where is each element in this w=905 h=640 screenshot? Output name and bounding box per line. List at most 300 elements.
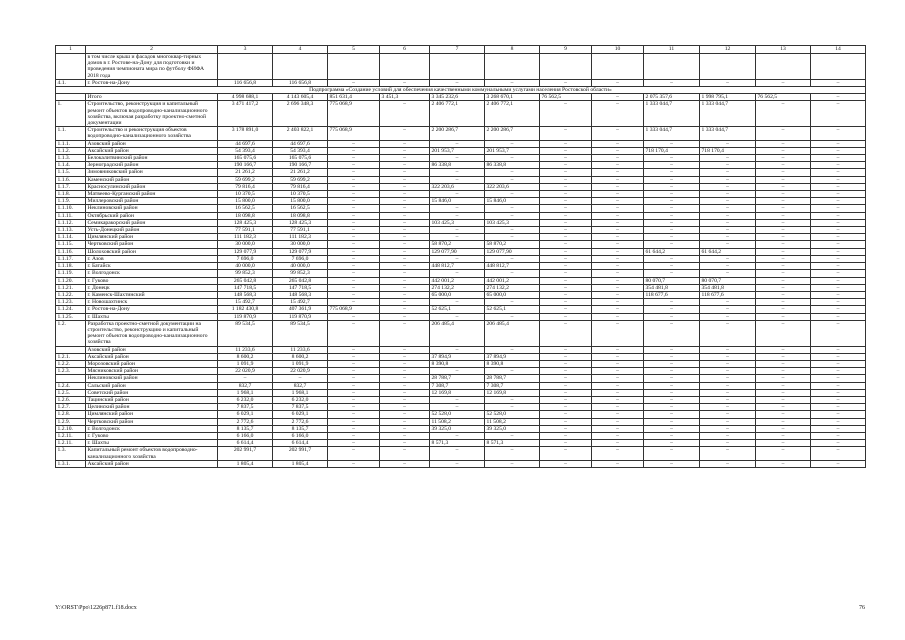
table-cell: – bbox=[644, 155, 700, 162]
table-cell: – bbox=[328, 155, 380, 162]
table-cell: – bbox=[592, 234, 644, 241]
table-cell: 30 000,0 bbox=[218, 241, 273, 248]
table-cell: – bbox=[430, 299, 485, 306]
table-cell: – bbox=[328, 360, 380, 367]
table-cell: – bbox=[700, 270, 756, 277]
page-number: 76 bbox=[859, 605, 865, 611]
table-cell: – bbox=[756, 162, 811, 169]
table-cell: – bbox=[644, 382, 700, 389]
table-cell: – bbox=[328, 176, 380, 183]
table-cell: 15 846,0 bbox=[485, 198, 540, 205]
table-cell: 8 135,7 bbox=[218, 425, 273, 432]
table-cell: – bbox=[328, 418, 380, 425]
table-cell: 129 077,90 bbox=[485, 248, 540, 255]
table-cell: – bbox=[592, 162, 644, 169]
table-cell: 1.1.6. bbox=[56, 176, 86, 183]
table-cell: 52 625,1 bbox=[430, 306, 485, 313]
table-cell: 832,7 bbox=[218, 382, 273, 389]
table-cell: 1.1.9. bbox=[56, 198, 86, 205]
column-number: 2 bbox=[86, 46, 218, 54]
table-cell: 80 070,7 bbox=[644, 277, 700, 284]
table-cell: – bbox=[592, 155, 644, 162]
table-cell: – bbox=[811, 306, 866, 313]
table-row bbox=[56, 299, 866, 306]
table-cell: 1 333 044,7 bbox=[644, 127, 700, 140]
table-cell: – bbox=[218, 375, 273, 382]
table-cell: – bbox=[592, 79, 644, 86]
table-cell: 65 000,0 bbox=[485, 291, 540, 298]
table-cell: – bbox=[700, 306, 756, 313]
table-cell: 2 403 822,1 bbox=[273, 127, 328, 140]
table-cell: – bbox=[811, 198, 866, 205]
table-cell: – bbox=[756, 460, 811, 467]
table-cell: 147 718,5 bbox=[218, 284, 273, 291]
table-cell: – bbox=[811, 155, 866, 162]
table-cell: – bbox=[756, 101, 811, 127]
table-cell: – bbox=[328, 147, 380, 154]
table-row bbox=[56, 147, 866, 154]
table-cell: – bbox=[380, 255, 430, 262]
table-cell: – bbox=[700, 460, 756, 467]
table-cell: – bbox=[430, 79, 485, 86]
table-cell: – bbox=[756, 360, 811, 367]
table-cell: – bbox=[756, 299, 811, 306]
table-cell bbox=[380, 54, 430, 80]
table-cell: – bbox=[644, 299, 700, 306]
table-row bbox=[56, 255, 866, 262]
table-cell: 442 001,2 bbox=[485, 277, 540, 284]
table-cell: – bbox=[328, 234, 380, 241]
table-cell: – bbox=[756, 447, 811, 460]
table-cell: – bbox=[430, 176, 485, 183]
table-cell: – bbox=[380, 346, 430, 353]
table-cell: – bbox=[592, 255, 644, 262]
table-cell: 7 837,5 bbox=[273, 404, 328, 411]
table-cell: – bbox=[811, 248, 866, 255]
table-row bbox=[56, 79, 866, 86]
table-cell: г. Шахты bbox=[86, 313, 218, 320]
table-cell: Аксайский район bbox=[86, 353, 218, 360]
table-cell: 201 953,7 bbox=[485, 147, 540, 154]
table-cell: 16 562,5 bbox=[218, 205, 273, 212]
table-row bbox=[56, 234, 866, 241]
table-cell: – bbox=[756, 205, 811, 212]
table-cell: 15 492,7 bbox=[218, 299, 273, 306]
table-cell: Чертковский район bbox=[86, 418, 218, 425]
table-cell: – bbox=[328, 241, 380, 248]
table-cell: – bbox=[811, 389, 866, 396]
table-cell: г. Волгодонск bbox=[86, 270, 218, 277]
table-cell: 61 644,2 bbox=[644, 248, 700, 255]
table-cell: – bbox=[430, 255, 485, 262]
table-cell: г. Донецк bbox=[86, 284, 218, 291]
table-cell: 8 571,3 bbox=[430, 440, 485, 447]
table-cell: 2 696 348,3 bbox=[273, 101, 328, 127]
table-cell: 274 132,2 bbox=[430, 284, 485, 291]
table-cell: 202 991,7 bbox=[218, 447, 273, 460]
table-row bbox=[56, 270, 866, 277]
table-cell: – bbox=[540, 411, 592, 418]
table-cell: 54 393,4 bbox=[218, 147, 273, 154]
table-cell: – bbox=[756, 155, 811, 162]
table-cell: – bbox=[380, 299, 430, 306]
table-cell: – bbox=[540, 212, 592, 219]
table-cell: – bbox=[328, 375, 380, 382]
table-cell: 6 166,0 bbox=[273, 432, 328, 439]
table-cell: 1.1.5. bbox=[56, 169, 86, 176]
table-cell: – bbox=[380, 263, 430, 270]
table-cell: – bbox=[485, 169, 540, 176]
table-cell: – bbox=[592, 284, 644, 291]
table-cell: – bbox=[756, 127, 811, 140]
table-cell: – bbox=[592, 389, 644, 396]
table-cell: Цимлянский район bbox=[86, 411, 218, 418]
table-cell: – bbox=[756, 291, 811, 298]
table-cell: – bbox=[485, 140, 540, 147]
table-cell: – bbox=[811, 127, 866, 140]
table-cell: – bbox=[700, 212, 756, 219]
table-cell: – bbox=[380, 155, 430, 162]
table-cell: Тацинский район bbox=[86, 396, 218, 403]
table-cell: – bbox=[811, 418, 866, 425]
table-cell: – bbox=[700, 169, 756, 176]
table-row bbox=[56, 346, 866, 353]
table-cell: – bbox=[430, 460, 485, 467]
table-cell: – bbox=[811, 162, 866, 169]
table-cell: Неклиновский район bbox=[86, 375, 218, 382]
table-cell: – bbox=[540, 284, 592, 291]
table-cell: – bbox=[328, 320, 380, 346]
table-cell: 15 492,7 bbox=[273, 299, 328, 306]
table-cell: – bbox=[430, 140, 485, 147]
table-cell: – bbox=[644, 183, 700, 190]
table-cell: – bbox=[485, 404, 540, 411]
table-cell: – bbox=[380, 368, 430, 375]
table-cell: – bbox=[540, 346, 592, 353]
table-cell: – bbox=[380, 248, 430, 255]
table-row bbox=[56, 306, 866, 313]
table-cell: – bbox=[644, 205, 700, 212]
table-cell: – bbox=[380, 432, 430, 439]
table-cell: – bbox=[540, 418, 592, 425]
table-cell: – bbox=[592, 176, 644, 183]
table-cell: 1.1.3. bbox=[56, 155, 86, 162]
table-cell: – bbox=[811, 411, 866, 418]
table-cell: – bbox=[380, 198, 430, 205]
table-cell: – bbox=[756, 425, 811, 432]
table-cell: – bbox=[380, 447, 430, 460]
table-cell: – bbox=[592, 418, 644, 425]
table-cell: 11 233,6 bbox=[273, 346, 328, 353]
table-cell: – bbox=[485, 460, 540, 467]
table-cell: – bbox=[756, 270, 811, 277]
table-cell: – bbox=[485, 191, 540, 198]
table-cell: 79 816,4 bbox=[273, 183, 328, 190]
table-cell: 354 481,8 bbox=[700, 284, 756, 291]
table-cell: – bbox=[700, 404, 756, 411]
table-cell: – bbox=[756, 368, 811, 375]
table-cell: г. Шахты bbox=[86, 440, 218, 447]
table-cell: – bbox=[592, 291, 644, 298]
table-cell: – bbox=[328, 270, 380, 277]
table-cell: – bbox=[430, 169, 485, 176]
table-cell: 99 852,3 bbox=[218, 270, 273, 277]
table-cell: – bbox=[700, 425, 756, 432]
table-cell: – bbox=[328, 447, 380, 460]
table-cell: – bbox=[644, 368, 700, 375]
table-cell: – bbox=[756, 277, 811, 284]
table-cell: 129 077,90 bbox=[430, 248, 485, 255]
table-cell: – bbox=[485, 432, 540, 439]
table-cell: г. Новошахтинск bbox=[86, 299, 218, 306]
table-cell: – bbox=[700, 234, 756, 241]
table-cell: 28 788,7 bbox=[485, 375, 540, 382]
table-cell: – bbox=[328, 353, 380, 360]
table-cell: 202 991,7 bbox=[273, 447, 328, 460]
table-cell: 3 451,3 bbox=[380, 94, 430, 101]
table-cell: Зерноградский район bbox=[86, 162, 218, 169]
table-cell: Мясниковский район bbox=[86, 368, 218, 375]
table-cell: – bbox=[811, 396, 866, 403]
table-cell: – bbox=[756, 346, 811, 353]
table-cell: 147 718,5 bbox=[273, 284, 328, 291]
table-cell bbox=[485, 54, 540, 80]
table-cell: – bbox=[644, 241, 700, 248]
table-cell: – bbox=[540, 368, 592, 375]
table-cell: – bbox=[540, 382, 592, 389]
column-number: 5 bbox=[328, 46, 380, 54]
column-number: 14 bbox=[811, 46, 866, 54]
table-cell: – bbox=[380, 140, 430, 147]
table-cell: – bbox=[380, 205, 430, 212]
table-cell: – bbox=[540, 155, 592, 162]
table-cell bbox=[644, 54, 700, 80]
table-cell: Советский район bbox=[86, 389, 218, 396]
table-cell: 1.1.24. bbox=[56, 306, 86, 313]
table-cell: – bbox=[644, 306, 700, 313]
table-cell: – bbox=[811, 263, 866, 270]
table-cell: 116 656,8 bbox=[218, 79, 273, 86]
table-cell: – bbox=[644, 270, 700, 277]
table-cell: 1.1.8. bbox=[56, 191, 86, 198]
table-cell: – bbox=[592, 306, 644, 313]
table-cell: 206 485,4 bbox=[485, 320, 540, 346]
table-cell: – bbox=[328, 227, 380, 234]
table-cell: г. Волгодонск bbox=[86, 425, 218, 432]
table-cell: 1.1.10. bbox=[56, 205, 86, 212]
table-cell: – bbox=[592, 353, 644, 360]
table-cell: – bbox=[644, 263, 700, 270]
table-row bbox=[56, 389, 866, 396]
table-cell: – bbox=[811, 291, 866, 298]
table-cell: Зимовниковский район bbox=[86, 169, 218, 176]
table-cell: 52 528,0 bbox=[430, 411, 485, 418]
table-cell: 44 697,6 bbox=[273, 140, 328, 147]
table-cell bbox=[56, 94, 86, 101]
table-cell: 1.1.17. bbox=[56, 255, 86, 262]
table-cell: 1.1.12. bbox=[56, 219, 86, 226]
table-cell: 39 325,0 bbox=[485, 425, 540, 432]
table-cell: 1.1.23. bbox=[56, 299, 86, 306]
table-cell: – bbox=[380, 277, 430, 284]
table-cell: – bbox=[540, 299, 592, 306]
table-cell: – bbox=[756, 219, 811, 226]
table-cell: 1.1.18. bbox=[56, 263, 86, 270]
table-cell: г. Ростов-на-Дону bbox=[86, 306, 218, 313]
table-cell: – bbox=[700, 313, 756, 320]
table-cell: – bbox=[700, 346, 756, 353]
table-cell: – bbox=[540, 360, 592, 367]
table-cell: 11 233,6 bbox=[218, 346, 273, 353]
table-cell: – bbox=[811, 183, 866, 190]
table-cell: 206 485,4 bbox=[430, 320, 485, 346]
table-cell: 1.1.22. bbox=[56, 291, 86, 298]
table-cell: 448 812,7 bbox=[430, 263, 485, 270]
table-cell: – bbox=[430, 368, 485, 375]
table-cell: 76 562,5 bbox=[756, 94, 811, 101]
table-cell: 1.2.6. bbox=[56, 396, 86, 403]
table-cell: – bbox=[380, 460, 430, 467]
table-cell: – bbox=[644, 418, 700, 425]
table-cell: – bbox=[592, 277, 644, 284]
table-cell bbox=[592, 54, 644, 80]
table-cell: – bbox=[540, 79, 592, 86]
table-cell: – bbox=[700, 418, 756, 425]
table-cell: 354 481,8 bbox=[644, 284, 700, 291]
table-cell: 89 534,5 bbox=[218, 320, 273, 346]
table-row bbox=[56, 227, 866, 234]
table-cell: – bbox=[328, 191, 380, 198]
table-cell: 442 001,2 bbox=[430, 277, 485, 284]
table-cell bbox=[56, 375, 86, 382]
table-cell: 6 614,4 bbox=[273, 440, 328, 447]
table-row bbox=[56, 404, 866, 411]
table-cell: 52 528,0 bbox=[485, 411, 540, 418]
table-cell: – bbox=[380, 313, 430, 320]
table-cell: – bbox=[644, 79, 700, 86]
table-cell: – bbox=[644, 255, 700, 262]
table-cell: 28 788,7 bbox=[430, 375, 485, 382]
table-cell: 1.2.5. bbox=[56, 389, 86, 396]
table-cell: – bbox=[592, 346, 644, 353]
table-cell: – bbox=[485, 176, 540, 183]
table-cell: – bbox=[485, 79, 540, 86]
table-cell: 77 591,1 bbox=[218, 227, 273, 234]
table-row bbox=[56, 411, 866, 418]
table-cell: – bbox=[756, 212, 811, 219]
table-cell: – bbox=[540, 313, 592, 320]
table-cell: 1.1.2. bbox=[56, 147, 86, 154]
column-number: 7 bbox=[430, 46, 485, 54]
table-cell: – bbox=[540, 205, 592, 212]
table-row bbox=[56, 368, 866, 375]
table-row bbox=[56, 320, 866, 346]
table-cell: – bbox=[485, 368, 540, 375]
table-cell: – bbox=[811, 212, 866, 219]
table-row bbox=[56, 155, 866, 162]
table-cell: 1.1.19. bbox=[56, 270, 86, 277]
table-cell: – bbox=[756, 389, 811, 396]
table-cell: – bbox=[644, 447, 700, 460]
table-cell: 103 425,3 bbox=[485, 219, 540, 226]
table-cell: 22 020,9 bbox=[273, 368, 328, 375]
table-cell: 8 571,3 bbox=[485, 440, 540, 447]
table-cell: – bbox=[756, 396, 811, 403]
column-number: 1 bbox=[56, 46, 86, 54]
table-row bbox=[56, 313, 866, 320]
table-cell: 3 178 891,0 bbox=[218, 127, 273, 140]
table-cell: – bbox=[380, 353, 430, 360]
table-cell: 1 968,1 bbox=[218, 389, 273, 396]
table-cell: – bbox=[592, 241, 644, 248]
table-cell: 265 042,8 bbox=[218, 277, 273, 284]
table-cell: 832,7 bbox=[273, 382, 328, 389]
table-cell: – bbox=[592, 140, 644, 147]
table-cell: – bbox=[380, 382, 430, 389]
table-cell: – bbox=[540, 389, 592, 396]
table-cell: – bbox=[592, 360, 644, 367]
table-cell: – bbox=[756, 169, 811, 176]
table-cell: Каменский район bbox=[86, 176, 218, 183]
table-cell: 2 200 286,7 bbox=[430, 127, 485, 140]
table-cell bbox=[56, 346, 86, 353]
table-cell: – bbox=[592, 299, 644, 306]
table-cell: – bbox=[811, 94, 866, 101]
table-cell: – bbox=[380, 212, 430, 219]
table-cell: 190 166,7 bbox=[218, 162, 273, 169]
table-cell: – bbox=[700, 219, 756, 226]
table-cell: – bbox=[328, 212, 380, 219]
table-cell: 1.2.7. bbox=[56, 404, 86, 411]
table-cell: – bbox=[592, 263, 644, 270]
table-cell: – bbox=[540, 147, 592, 154]
table-cell: – bbox=[756, 227, 811, 234]
table-row bbox=[56, 360, 866, 367]
table-row bbox=[56, 263, 866, 270]
table-cell: 79 816,4 bbox=[218, 183, 273, 190]
table-cell: 148 568,3 bbox=[273, 291, 328, 298]
table-cell: 2 406 772,1 bbox=[430, 101, 485, 127]
table-cell: – bbox=[592, 440, 644, 447]
table-cell: Неклиновский район bbox=[86, 205, 218, 212]
table-cell: Итого bbox=[86, 94, 218, 101]
table-cell: 1 968,1 bbox=[273, 389, 328, 396]
table-cell: – bbox=[328, 396, 380, 403]
table-cell: 8 600,2 bbox=[218, 353, 273, 360]
table-cell: Разработка проектно-сметной документации на строительство, реконструкцию и капитальный ремонт объектов водопроводно-канализационного хозяйства bbox=[86, 320, 218, 346]
table-cell: – bbox=[811, 425, 866, 432]
table-cell: 1.1.16. bbox=[56, 248, 86, 255]
table-cell: – bbox=[811, 375, 866, 382]
table-cell: 61 644,2 bbox=[700, 248, 756, 255]
table-cell: – bbox=[756, 404, 811, 411]
table-cell: 18 098,8 bbox=[218, 212, 273, 219]
table-cell: – bbox=[700, 353, 756, 360]
table-cell: 1.2.10. bbox=[56, 425, 86, 432]
table-cell: – bbox=[756, 241, 811, 248]
table-cell: – bbox=[811, 227, 866, 234]
table-cell: – bbox=[700, 176, 756, 183]
table-row bbox=[56, 219, 866, 226]
table-cell: – bbox=[328, 255, 380, 262]
table-cell: – bbox=[644, 227, 700, 234]
table-cell: 76 562,5 bbox=[540, 94, 592, 101]
table-cell: – bbox=[756, 284, 811, 291]
table-cell bbox=[56, 54, 86, 80]
table-cell: – bbox=[430, 447, 485, 460]
table-cell: – bbox=[592, 169, 644, 176]
table-cell: – bbox=[540, 425, 592, 432]
